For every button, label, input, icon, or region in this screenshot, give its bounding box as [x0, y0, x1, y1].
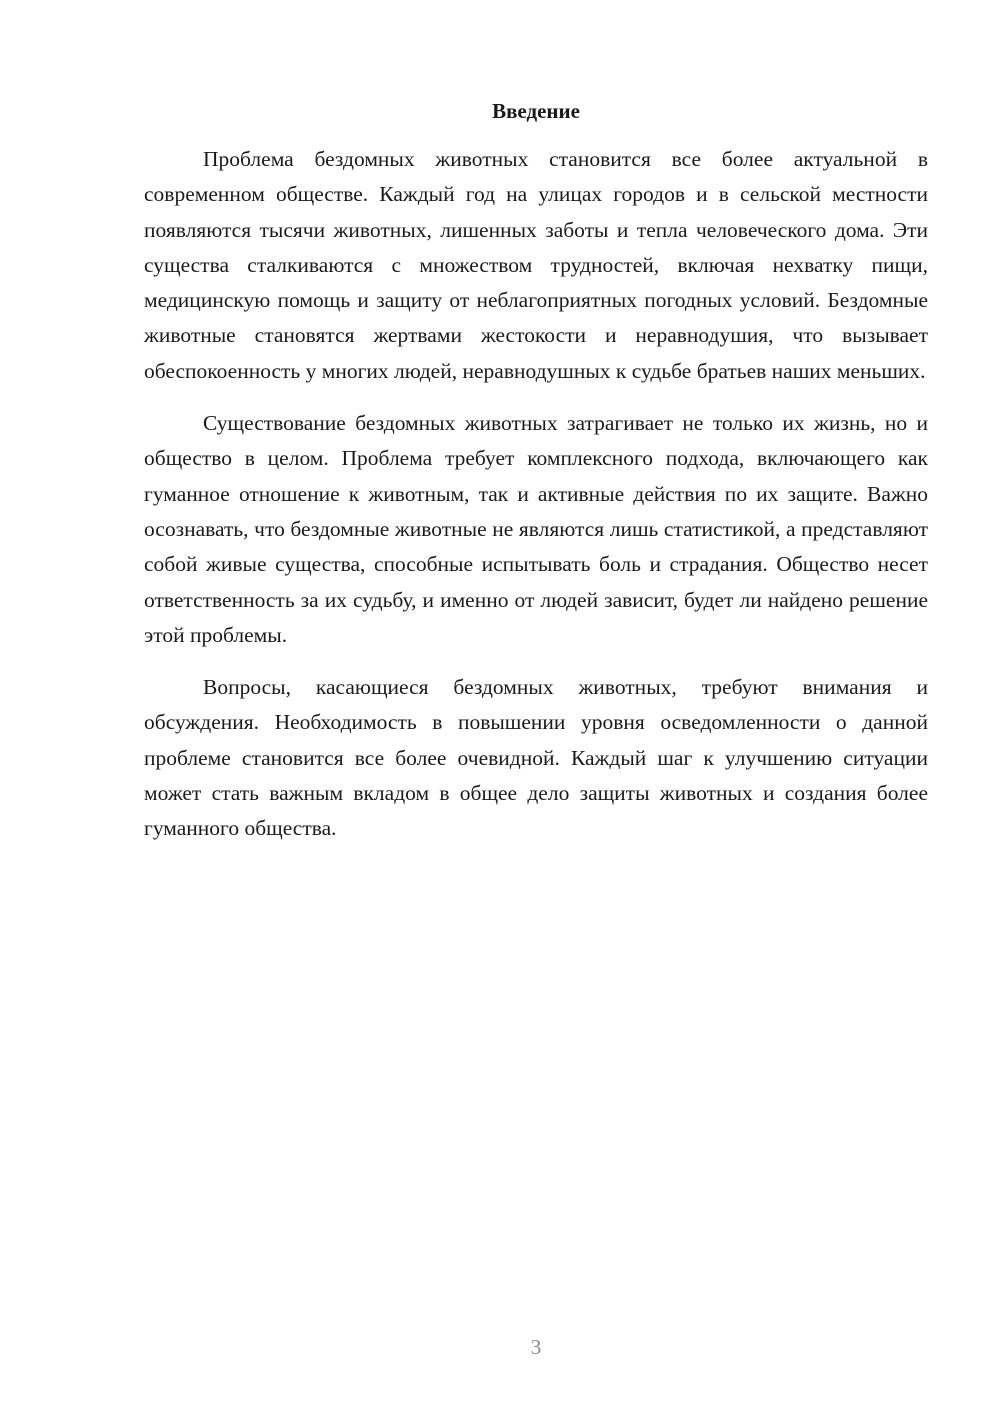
section-heading: Введение	[492, 99, 580, 123]
paragraph-3: Вопросы, касающиеся бездомных животных, требуют внимания и обсуждения. Необходимость в повышении уровня осведомленности о данной проблеме становится все более очевидной. Каждый шаг к улучшению ситуации может стать важным вкладом в общее дело защиты животных и создания более гуманного общества.	[144, 675, 928, 841]
paragraph-1: Проблема бездомных животных становится все более актуальной в современном обществе. Каждый год на улицах городов и в сельской местности появляются тысячи животных, лишенных заботы и тепла человеческого дома. Эти существа сталкиваются с множеством трудностей, включая нехватку пищи, медицинскую помощь и защиту от неблагоприятных погодных условий. Бездомные животные становятся жертвами жестокости и неравнодушия, что вызывает обеспокоенность у многих людей, неравнодушных к судьбе братьев наших меньших.	[144, 147, 928, 383]
paragraph-2: Существование бездомных животных затрагивает не только их жизнь, но и общество в целом. Проблема требует комплексного подхода, включающего как гуманное отношение к животным, так и активные действия по их защите. Важно осознавать, что бездомные животные не являются лишь статистикой, а представляют собой живые существа, способные испытывать боль и страдания. Общество несет ответственность за их судьбу, и именно от людей зависит, будет ли найдено решение этой проблемы.	[144, 411, 928, 647]
body-text	[144, 142, 928, 864]
page-number: 3	[530, 1335, 542, 1359]
